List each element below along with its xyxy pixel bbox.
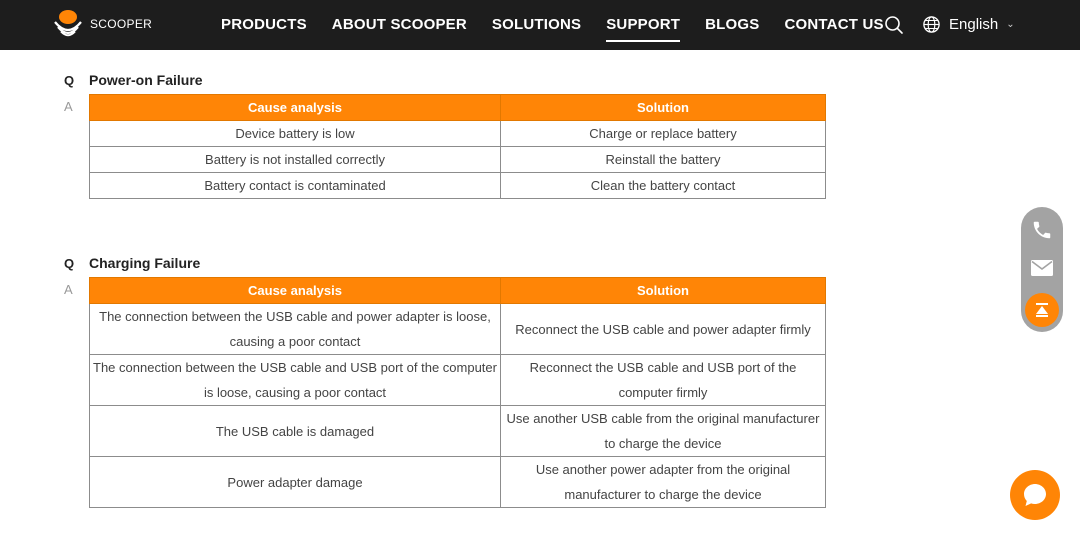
- header-cause: Cause analysis: [90, 278, 501, 304]
- back-to-top-button[interactable]: [1025, 293, 1059, 327]
- table-row: [90, 406, 826, 457]
- table-row: [90, 457, 826, 508]
- nav-about[interactable]: ABOUT SCOOPER: [331, 16, 467, 33]
- back-to-top-icon: [1033, 301, 1051, 319]
- search-icon[interactable]: [884, 15, 904, 35]
- nav-contact[interactable]: CONTACT US: [784, 16, 884, 33]
- faq-table: [89, 94, 826, 199]
- table-header-row: [90, 278, 826, 304]
- cause-cell: Power adapter damage: [90, 457, 501, 508]
- chat-button[interactable]: [1010, 470, 1060, 520]
- floating-contact-bar: [1021, 207, 1063, 332]
- cause-cell: Device battery is low: [90, 121, 501, 147]
- language-label: English: [949, 16, 999, 33]
- faq-charging: [64, 255, 820, 502]
- solution-cell: Use another power adapter from the original manufacturer to charge the device: [501, 457, 826, 508]
- phone-icon: [1031, 219, 1053, 241]
- question-title: Charging Failure: [89, 255, 201, 271]
- header-solution: Solution: [501, 278, 826, 304]
- q-letter: Q: [64, 72, 75, 88]
- nav-blogs[interactable]: BLOGS: [705, 16, 760, 33]
- solution-cell: Clean the battery contact: [501, 173, 826, 199]
- solution-cell: Charge or replace battery: [501, 121, 826, 147]
- solution-cell: Reconnect the USB cable and USB port of the computer firmly: [501, 355, 826, 406]
- cause-cell: The connection between the USB cable and USB port of the computer is loose, causing a poor contact: [90, 355, 501, 406]
- phone-button[interactable]: [1021, 210, 1063, 250]
- cause-cell: Battery is not installed correctly: [90, 147, 501, 173]
- table-header-row: [90, 95, 826, 121]
- question-row: [64, 255, 200, 271]
- nav-products[interactable]: PRODUCTS: [221, 16, 307, 33]
- solution-cell: Use another USB cable from the original manufacturer to charge the device: [501, 406, 826, 457]
- solution-cell: Reinstall the battery: [501, 147, 826, 173]
- mail-icon: [1030, 259, 1054, 277]
- cause-cell: The USB cable is damaged: [90, 406, 501, 457]
- header-cause: Cause analysis: [90, 95, 501, 121]
- a-letter: A: [64, 282, 73, 297]
- cause-cell: Battery contact is contaminated: [90, 173, 501, 199]
- main-nav: [221, 0, 909, 50]
- solution-cell: Reconnect the USB cable and power adapter firmly: [501, 304, 826, 355]
- a-letter: A: [64, 99, 73, 114]
- question-title: Power-on Failure: [89, 72, 203, 88]
- nav-solutions[interactable]: SOLUTIONS: [491, 16, 582, 33]
- cause-cell: The connection between the USB cable and power adapter is loose, causing a poor contact: [90, 304, 501, 355]
- logo[interactable]: [52, 8, 152, 40]
- scooper-logo-icon: [52, 8, 84, 40]
- table-row: [90, 304, 826, 355]
- chat-icon: [1021, 481, 1049, 509]
- faq-power-on: [64, 72, 737, 193]
- header-solution: Solution: [501, 95, 826, 121]
- globe-icon: [922, 15, 941, 34]
- email-button[interactable]: [1021, 248, 1063, 288]
- chevron-down-icon: ⌄: [1006, 19, 1015, 30]
- table-row: [90, 147, 826, 173]
- table-row: [90, 173, 826, 199]
- language-selector[interactable]: [922, 15, 1015, 34]
- q-letter: Q: [64, 255, 75, 271]
- logo-text: SCOOPER: [90, 17, 153, 31]
- table-row: [90, 121, 826, 147]
- faq-table: [89, 277, 826, 508]
- nav-support[interactable]: SUPPORT: [606, 0, 680, 50]
- table-row: [90, 355, 826, 406]
- site-header: [0, 0, 1080, 50]
- question-row: [64, 72, 203, 88]
